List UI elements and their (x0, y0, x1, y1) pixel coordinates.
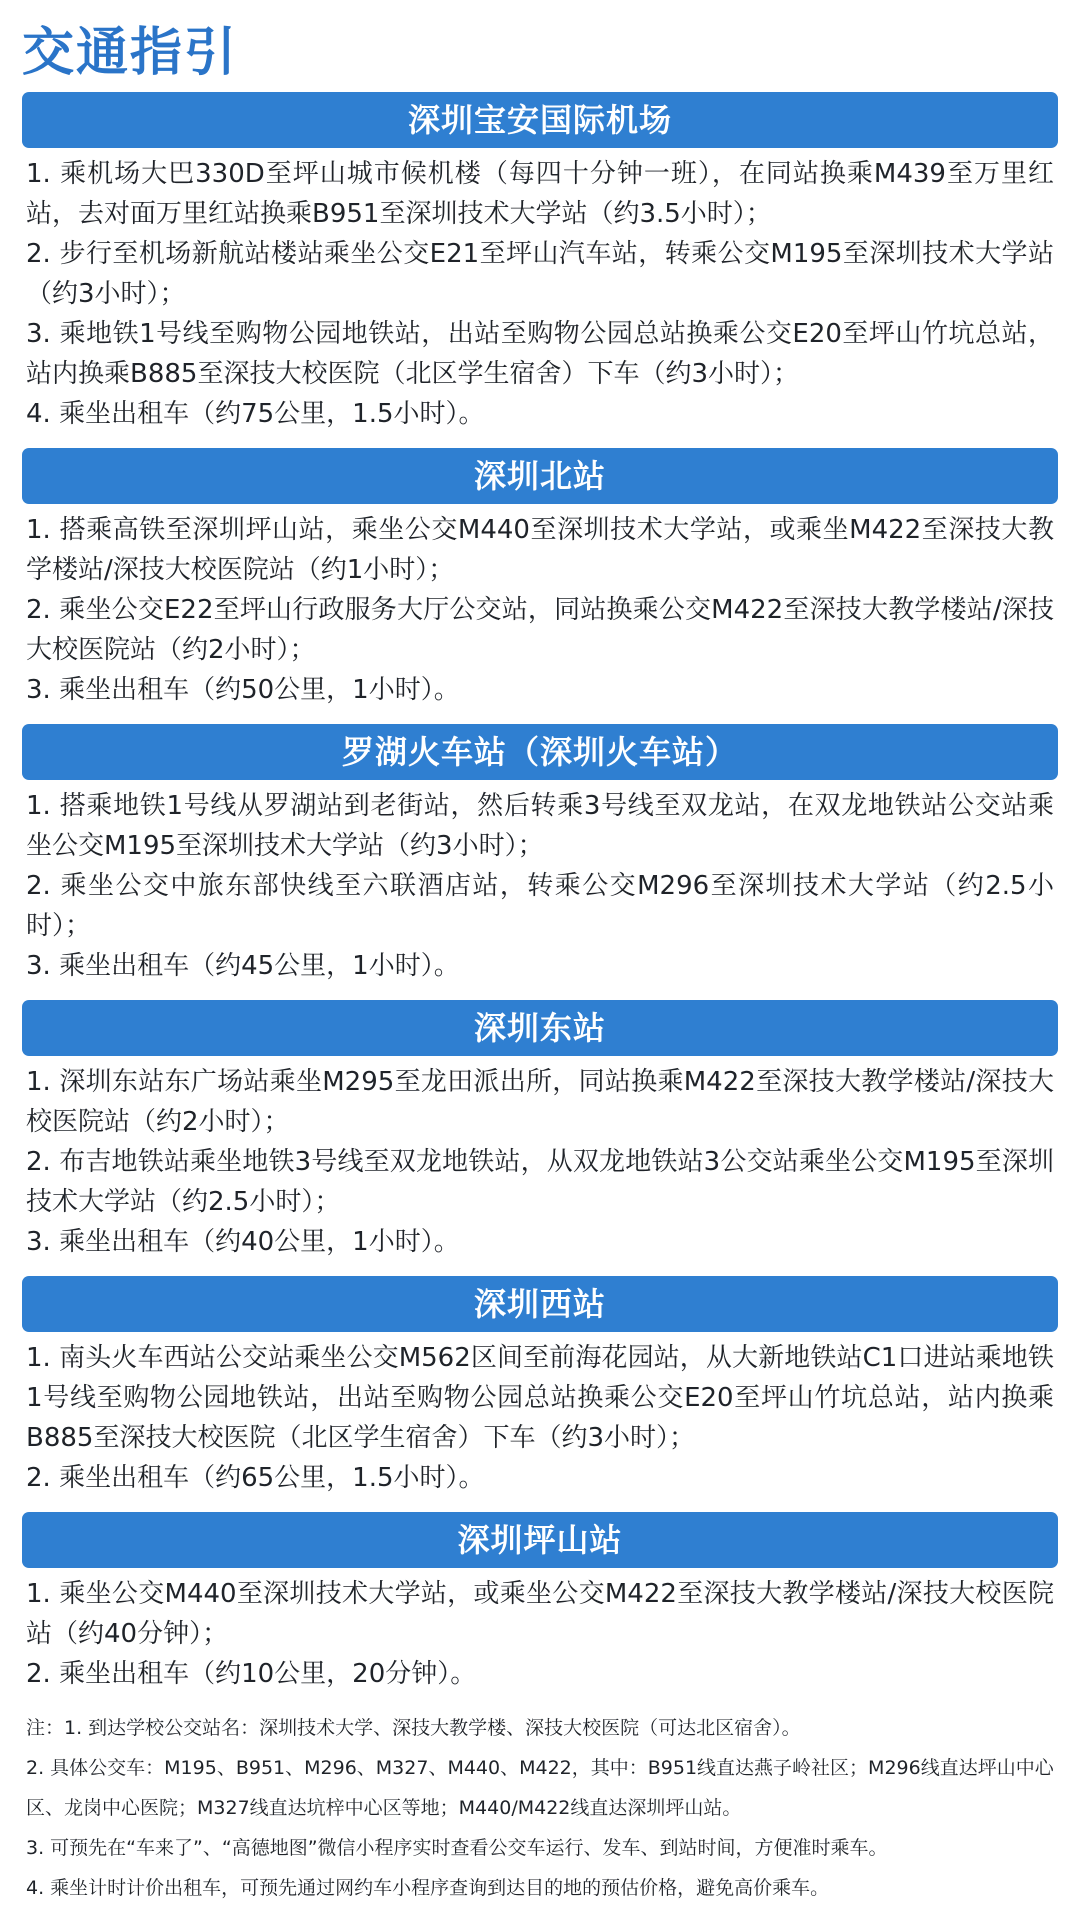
section-header: 深圳北站 (22, 448, 1058, 504)
route-list (22, 510, 1058, 710)
sections-container (22, 92, 1058, 1694)
route-item: 1. 乘坐公交M440至深圳技术大学站，或乘坐公交M422至深技大教学楼站/深技大校医院站（约40分钟）； (26, 1579, 1054, 1649)
section-shenzhen-north (22, 448, 1058, 710)
note-item: 3. 可预先在“车来了”、“高德地图”微信小程序实时查看公交车运行、发车、到站时间，方便准时乘车。 (26, 1837, 888, 1859)
route-list (22, 1062, 1058, 1262)
section-header: 罗湖火车站（深圳火车站） (22, 724, 1058, 780)
route-item: 3. 乘坐出租车（约50公里，1小时）。 (26, 675, 460, 705)
section-baoan-airport (22, 92, 1058, 434)
route-list (22, 786, 1058, 986)
section-header: 深圳宝安国际机场 (22, 92, 1058, 148)
section-header: 深圳东站 (22, 1000, 1058, 1056)
note-item: 注：1. 到达学校公交站名：深圳技术大学、深技大教学楼、深技大校医院（可达北区宿舍）。 (26, 1717, 801, 1739)
route-item: 2. 乘坐公交E22至坪山行政服务大厅公交站，同站换乘公交M422至深技大教学楼站/深技大校医院站（约2小时）； (26, 595, 1054, 665)
section-header: 深圳坪山站 (22, 1512, 1058, 1568)
route-list (22, 154, 1058, 434)
note-item: 2. 具体公交车：M195、B951、M296、M327、M440、M422，其中：B951线直达燕子岭社区；M296线直达坪山中心区、龙岗中心医院；M327线直达坑梓中心区等地；M440/M422线直达深圳坪山站。 (26, 1757, 1054, 1819)
route-item: 3. 乘坐出租车（约45公里，1小时）。 (26, 951, 460, 981)
route-list (22, 1338, 1058, 1498)
section-shenzhen-west (22, 1276, 1058, 1498)
section-luohu-station (22, 724, 1058, 986)
section-header: 深圳西站 (22, 1276, 1058, 1332)
route-item: 3. 乘坐出租车（约40公里，1小时）。 (26, 1227, 460, 1257)
route-item: 1. 南头火车西站公交站乘坐公交M562区间至前海花园站，从大新地铁站C1口进站乘地铁1号线至购物公园地铁站，出站至购物公园总站换乘公交E20至坪山竹坑总站，站内换乘B885至深技大校医院（北区学生宿舍）下车（约3小时）； (26, 1343, 1054, 1453)
route-list (22, 1574, 1058, 1694)
route-item: 2. 乘坐出租车（约10公里，20分钟）。 (26, 1659, 477, 1689)
section-pingshan-station (22, 1512, 1058, 1694)
route-item: 2. 步行至机场新航站楼站乘坐公交E21至坪山汽车站，转乘公交M195至深圳技术大学站（约3小时）； (26, 239, 1054, 309)
section-shenzhen-east (22, 1000, 1058, 1262)
route-item: 1. 搭乘高铁至深圳坪山站，乘坐公交M440至深圳技术大学站，或乘坐M422至深技大教学楼站/深技大校医院站（约1小时）； (26, 515, 1054, 585)
route-item: 3. 乘地铁1号线至购物公园地铁站，出站至购物公园总站换乘公交E20至坪山竹坑总站，站内换乘B885至深技大校医院（北区学生宿舍）下车（约3小时）； (26, 319, 1054, 389)
notes-block (22, 1708, 1058, 1908)
route-item: 1. 深圳东站东广场站乘坐M295至龙田派出所，同站换乘M422至深技大教学楼站/深技大校医院站（约2小时）； (26, 1067, 1054, 1137)
note-item: 4. 乘坐计时计价出租车，可预先通过网约车小程序查询到达目的地的预估价格，避免高价乘车。 (26, 1877, 830, 1899)
route-item: 2. 乘坐出租车（约65公里，1.5小时）。 (26, 1463, 485, 1493)
route-item: 4. 乘坐出租车（约75公里，1.5小时）。 (26, 399, 485, 429)
route-item: 2. 乘坐公交中旅东部快线至六联酒店站，转乘公交M296至深圳技术大学站（约2.5小时）； (26, 871, 1054, 941)
route-item: 1. 搭乘地铁1号线从罗湖站到老街站，然后转乘3号线至双龙站，在双龙地铁站公交站乘坐公交M195至深圳技术大学站（约3小时）； (26, 791, 1054, 861)
route-item: 2. 布吉地铁站乘坐地铁3号线至双龙地铁站，从双龙地铁站3公交站乘坐公交M195至深圳技术大学站（约2.5小时）； (26, 1147, 1054, 1217)
page-title: 交通指引 (22, 23, 239, 83)
route-item: 1. 乘机场大巴330D至坪山城市候机楼（每四十分钟一班），在同站换乘M439至万里红站，去对面万里红站换乘B951至深圳技术大学站（约3.5小时）； (26, 159, 1054, 229)
